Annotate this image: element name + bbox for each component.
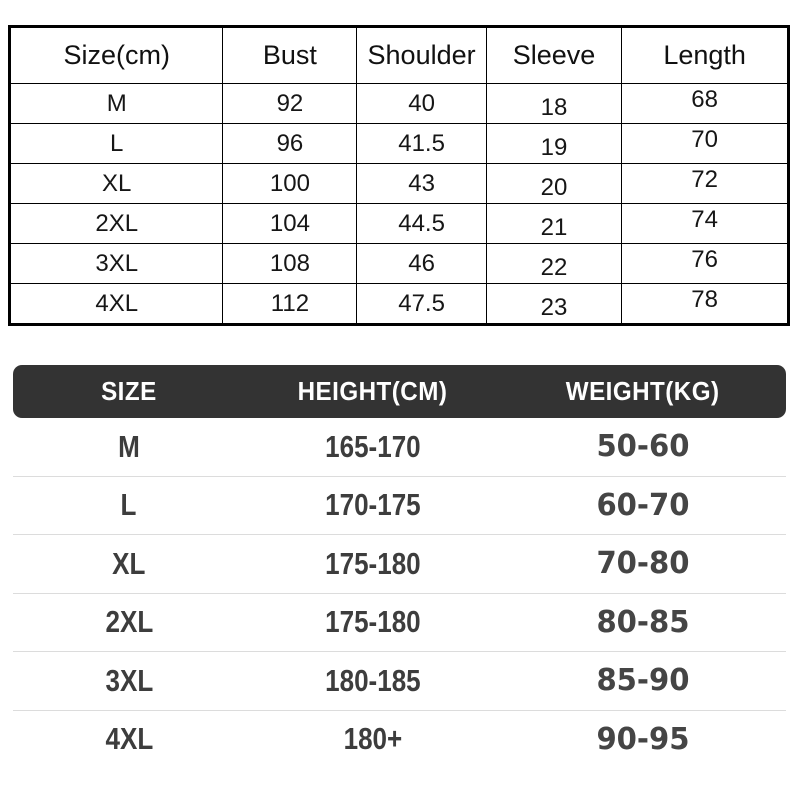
measurement-cell-text: 78 [691,285,718,313]
fit-cell [245,546,500,582]
measurement-cell-text: 2XL [95,209,139,237]
fit-table-row [13,594,786,653]
fit-header-weight: WEIGHT(KG) [566,376,720,406]
measurement-cell [622,204,789,244]
measurement-cell-text: XL [102,169,132,197]
measurement-cell [223,84,357,124]
measurement-cell [10,204,223,244]
measurement-cell [10,284,223,325]
measurement-cell-text: 43 [408,169,435,197]
measurement-cell [223,204,357,244]
measurement-cell [357,164,486,204]
measurement-table-row [10,84,789,124]
header-sleeve: Sleeve [486,27,622,84]
measurement-cell [486,164,622,204]
measurement-table-row [10,204,789,244]
measurement-cell-text: 68 [691,85,718,113]
measurement-cell [10,244,223,284]
measurement-cell [10,84,223,124]
fit-cell-text: 170-175 [324,487,421,523]
measurement-cell-text: 100 [269,169,310,197]
fit-cell-text: 180-185 [324,662,421,698]
measurement-cell [357,204,486,244]
fit-cell-text: 85-90 [596,663,690,699]
measurement-cell [622,124,789,164]
measurement-table-row [10,284,789,325]
fit-cell-text: 4XL [105,721,153,757]
fit-cell [245,429,500,465]
measurement-cell-text: 70 [691,125,718,153]
fit-cell [13,546,245,582]
measurement-cell-text: 47.5 [398,289,445,317]
fit-header-height: HEIGHT(CM) [297,376,448,406]
header-bust: Bust [223,27,357,84]
fit-cell [13,487,245,523]
fit-cell [500,488,786,523]
fit-cell-text: 80-85 [596,604,690,640]
fit-cell [500,429,786,464]
fit-cell-text: 50-60 [596,429,690,465]
fit-table-row [13,711,786,769]
measurement-table [8,25,790,326]
measurement-cell [223,284,357,325]
fit-cell-text: 175-180 [324,604,421,640]
measurement-cell-text: 23 [540,293,568,321]
measurement-table-header-row [10,27,789,84]
measurement-cell-text: 22 [540,253,568,281]
measurement-cell-text: L [110,129,124,157]
header-length: Length [622,27,789,84]
measurement-cell-text: 96 [276,129,304,157]
measurement-cell [486,84,622,124]
measurement-cell-text: 92 [276,89,304,117]
measurement-table-row [10,164,789,204]
fit-cell [245,663,500,699]
fit-header-size: SIZE [101,376,157,406]
fit-cell [13,429,245,465]
header-size: Size(cm) [10,27,223,84]
measurement-cell-text: 19 [540,133,568,161]
measurement-cell [357,284,486,325]
fit-cell-text: 70-80 [596,546,690,582]
fit-table-row [13,652,786,711]
header-shoulder: Shoulder [357,27,486,84]
fit-cell [13,721,245,757]
fit-table-header [13,365,786,418]
measurement-cell-text: 72 [691,165,718,193]
measurement-cell-text: 20 [540,173,568,201]
fit-cell [500,605,786,640]
measurement-table-row [10,124,789,164]
fit-cell [245,721,500,757]
fit-cell-text: 2XL [105,604,153,640]
fit-table-body [13,418,786,768]
fit-cell-text: M [118,428,140,464]
fit-cell-text: 165-170 [324,428,421,464]
measurement-cell [486,284,622,325]
measurement-cell-text: 40 [408,89,435,117]
measurement-cell [223,124,357,164]
measurement-table-row [10,244,789,284]
measurement-cell-text: 44.5 [398,209,445,237]
measurement-cell-text: M [106,89,127,117]
measurement-cell [10,124,223,164]
measurement-cell [622,84,789,124]
fit-cell-text: 60-70 [596,487,690,523]
measurement-cell [357,84,486,124]
fit-cell [245,604,500,640]
measurement-cell-text: 108 [269,249,310,277]
measurement-cell [357,124,486,164]
measurement-cell [357,244,486,284]
measurement-cell-text: 21 [540,213,568,241]
fit-cell-text: 90-95 [596,721,690,757]
measurement-cell-text: 18 [540,93,568,121]
measurement-cell [622,284,789,325]
measurement-cell-text: 46 [408,249,435,277]
fit-cell-text: 180+ [343,721,402,757]
fit-cell [13,663,245,699]
fit-cell [13,604,245,640]
fit-cell-text: L [120,487,137,523]
fit-cell-text: 3XL [105,662,153,698]
measurement-cell-text: 112 [270,289,310,317]
measurement-cell [223,244,357,284]
fit-table-row [13,535,786,594]
fit-cell [500,546,786,581]
measurement-cell [10,164,223,204]
measurement-cell-text: 74 [691,205,718,233]
fit-table-row [13,477,786,536]
fit-table-row [13,418,786,477]
fit-cell [500,663,786,698]
measurement-cell-text: 41.5 [398,129,445,157]
measurement-cell [223,164,357,204]
measurement-cell-text: 104 [269,209,310,237]
measurement-cell-text: 4XL [95,289,139,317]
fit-cell-text: XL [112,545,146,581]
measurement-cell-text: 76 [691,245,718,273]
measurement-cell [486,204,622,244]
measurement-cell [486,124,622,164]
measurement-cell-text: 3XL [95,249,139,277]
fit-cell [245,487,500,523]
measurement-cell [622,244,789,284]
measurement-cell [622,164,789,204]
fit-cell [500,722,786,757]
fit-cell-text: 175-180 [324,545,421,581]
measurement-cell [486,244,622,284]
